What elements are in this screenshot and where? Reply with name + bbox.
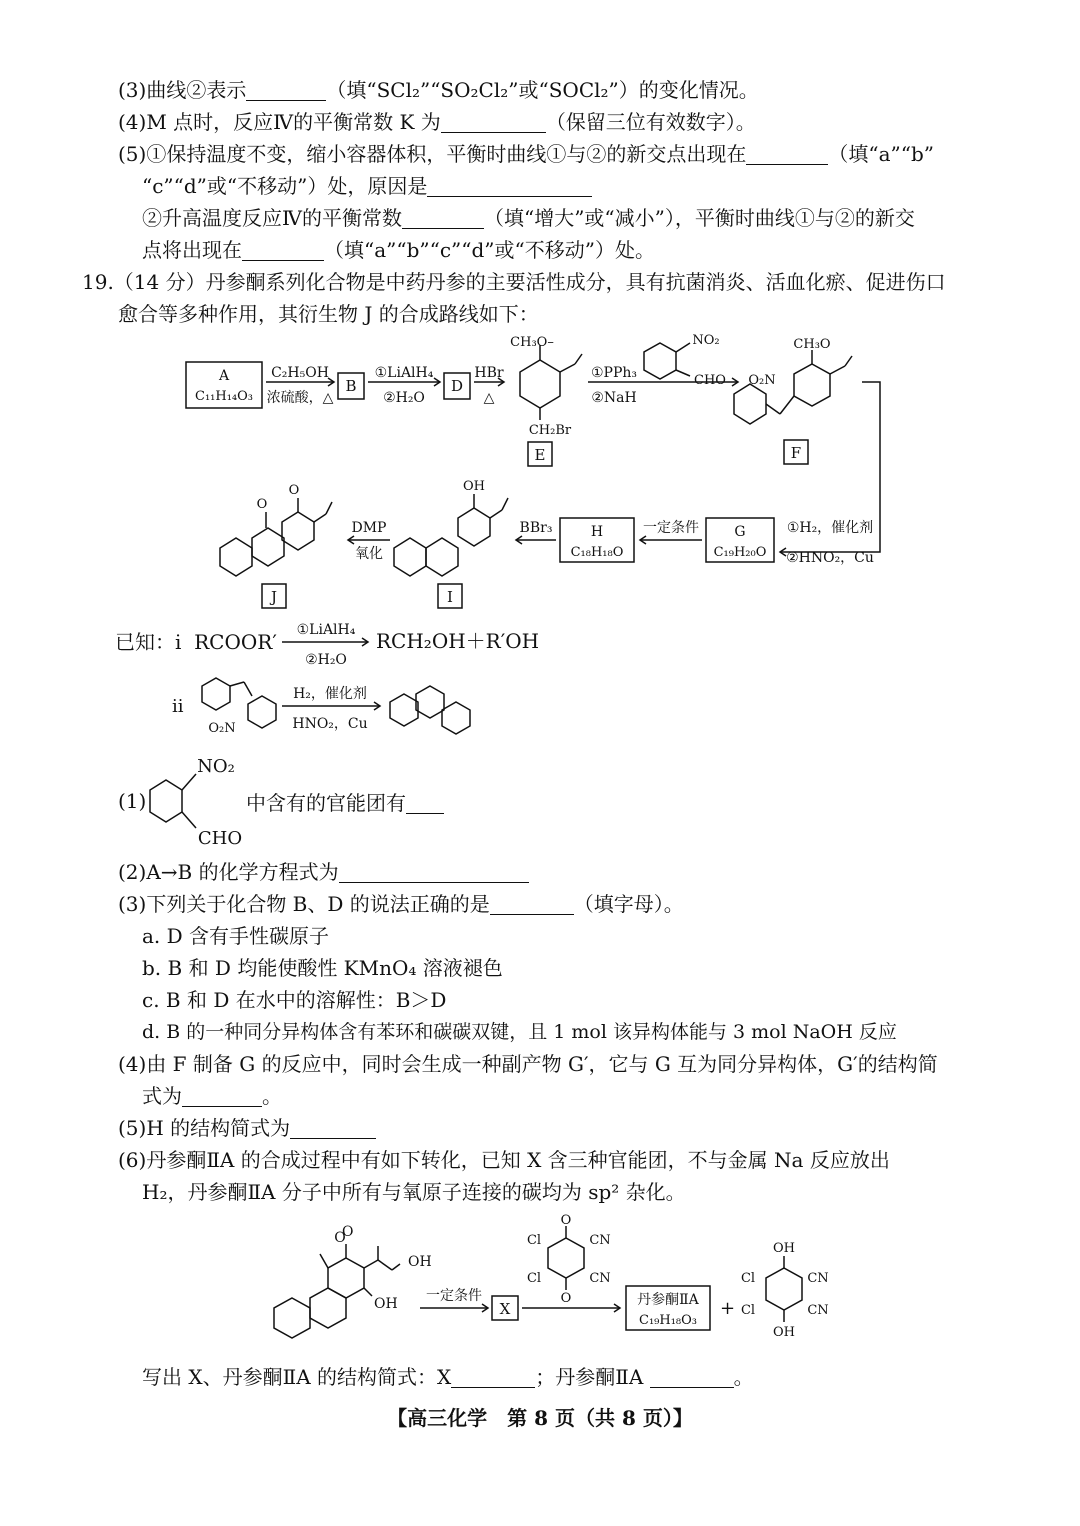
ring-i3 <box>458 508 490 546</box>
compound-j-label: J <box>270 588 278 606</box>
reaction5-step1: ①H₂，催化剂 <box>786 520 874 536</box>
q19-intro-line1: 19.（14 分）丹参酮系列化合物是中药丹参的主要活性成分，具有抗菌消炎、活血化瘀、促进伤口 <box>82 270 946 294</box>
q19-q6-line1: (6)丹参酮ⅡA 的合成过程中有如下转化，已知 X 含三种官能团，不与金属 Na 反应放出 <box>118 1148 890 1172</box>
known-i-reagent: ①LiAlH₄ <box>296 622 356 638</box>
ring-j2 <box>252 528 284 566</box>
q19-q1-text: 中含有的官能团有 <box>246 791 444 815</box>
compound-b-label: B <box>345 377 357 395</box>
ddq-cn-1: CN <box>589 1233 611 1248</box>
reaction3-reagent: HBr <box>474 365 504 381</box>
reaction6-condition: 一定条件 <box>643 520 699 536</box>
compound-x-label: X <box>499 1300 511 1318</box>
answer-blank[interactable] <box>490 894 574 915</box>
q19-q3-option-b[interactable]: b. B 和 D 均能使酸性 KMnO₄ 溶液褪色 <box>142 956 503 980</box>
ring-j1 <box>220 538 252 576</box>
ddq-oxygen-top: O <box>560 1213 572 1228</box>
q18-part5b: “c”“d”或“不移动”）处，原因是 <box>142 174 592 198</box>
ring-i2 <box>426 538 458 576</box>
q19-q2: (2)A→B 的化学方程式为 <box>118 860 529 884</box>
known-reaction-i: 已知：ⅰ RCOOR′ <box>115 630 277 654</box>
ddq-cl-2: Cl <box>526 1271 542 1286</box>
q19-intro-line2: 愈合等多种作用，其衍生物 J 的合成路线如下： <box>118 302 539 326</box>
reaction8-type: 氧化 <box>355 546 383 562</box>
compound-f-label: F <box>790 444 802 462</box>
q1-aldehyde: CHO <box>197 828 243 849</box>
reagent-aldehyde: CHO <box>694 373 726 388</box>
ring-sm-1 <box>274 1298 310 1338</box>
compound-j-carbonyl-2: O <box>288 483 300 498</box>
q1-number: (1) <box>118 789 147 813</box>
ddq-oxygen-bottom: O <box>560 1291 572 1306</box>
known-reactions-figure <box>0 610 1080 750</box>
reaction4-reagent: ①PPh₃ <box>590 365 638 381</box>
q19-q3-option-a[interactable]: a. D 含有手性碳原子 <box>142 924 330 948</box>
dh-oh-top: OH <box>773 1241 795 1256</box>
ring-j3 <box>282 512 314 550</box>
known-ii-step2: HNO₂，Cu <box>292 716 368 732</box>
compound-e-label: E <box>534 446 546 464</box>
known-i-workup: ②H₂O <box>305 652 347 668</box>
known-ii-nitro: O₂N <box>208 721 236 736</box>
reagent-nitro: NO₂ <box>692 333 720 348</box>
q19-q3-option-d[interactable]: d. B 的一种同分异构体含有苯环和碳碳双键，且 1 mol 该异构体能与 3 mol NaOH 反应 <box>142 1021 897 1043</box>
known-i-product: RCH₂OH＋R′OH <box>376 629 540 653</box>
ring-ii-4 <box>416 686 444 718</box>
compound-g-label: G <box>734 524 746 540</box>
page-footer: 【高三化学 第 8 页（共 8 页）】 <box>387 1406 693 1430</box>
ddq-cn-2: CN <box>589 1271 611 1286</box>
compound-a-label: A <box>218 368 230 384</box>
compound-d-label: D <box>450 377 464 395</box>
compound-e-ch2br: CH₂Br <box>528 423 572 438</box>
q1-structure <box>0 750 1080 850</box>
q18-part5d: 点将出现在 （填“a”“b”“c”“d”或“不移动”）处。 <box>142 238 655 262</box>
known-ii-label: ⅱ <box>172 696 184 717</box>
ring-dh <box>766 1268 802 1310</box>
q19-q4-line2: 式为 。 <box>142 1084 282 1108</box>
product-name: 丹参酮ⅡA <box>637 1292 699 1308</box>
q19-q3-option-c[interactable]: c. B 和 D 在水中的溶解性：B＞D <box>142 988 447 1012</box>
ring-ii-2 <box>248 696 276 728</box>
q18-part5a: (5)①保持温度不变，缩小容器体积，平衡时曲线①与②的新交点出现在 （填“a”“b” <box>118 142 934 166</box>
compound-e-methoxy: CH₃O– <box>510 335 554 350</box>
ring-q1 <box>150 780 182 822</box>
ring-sm-2 <box>310 1288 346 1328</box>
benzene-ring-f1 <box>794 364 830 406</box>
q19-q4-line1: (4)由 F 制备 G 的反应中，同时会生成一种副产物 G′，它与 G 互为同分异构体，G′的结构简 <box>118 1052 938 1076</box>
answer-blank[interactable] <box>406 793 444 814</box>
ring-ddq <box>548 1238 584 1278</box>
reaction1-condition: 浓硫酸，△ <box>266 390 334 406</box>
answer-blank[interactable] <box>182 1086 262 1107</box>
reaction3-condition: △ <box>483 390 495 406</box>
q19-q6-line2: H₂，丹参酮ⅡA 分子中所有与氧原子连接的碳均为 sp² 杂化。 <box>142 1180 686 1204</box>
sm-ketone-2: O <box>342 1224 354 1240</box>
answer-blank-product[interactable] <box>650 1367 734 1388</box>
q19-q6-answer-line: 写出 X、丹参酮ⅡA 的结构简式：X ；丹参酮ⅡA 。 <box>142 1365 754 1389</box>
compound-f-nitro: O₂N <box>748 373 776 388</box>
benzene-ring-f2 <box>734 384 766 424</box>
product-formula: C₁₉H₁₈O₃ <box>639 1313 697 1328</box>
sm-phenol-oh: OH <box>374 1296 398 1312</box>
reaction4-base: ②NaH <box>591 390 637 406</box>
compound-f-methoxy: CH₃O <box>793 337 831 352</box>
q1-nitro: NO₂ <box>197 756 235 777</box>
q18-part5c: ②升高温度反应Ⅳ的平衡常数 （填“增大”或“减小”），平衡时曲线①与②的新交 <box>142 206 915 230</box>
dh-cn-1: CN <box>807 1271 829 1286</box>
compound-j-carbonyl-1: O <box>256 497 268 512</box>
known-ii-step1: H₂，催化剂 <box>293 686 367 702</box>
s2-arrow-condition: 一定条件 <box>426 1288 482 1304</box>
reaction2-reagent: ①LiAlH₄ <box>374 365 434 381</box>
ddq-cl-1: Cl <box>526 1233 542 1248</box>
tanshinone-scheme <box>0 1210 1080 1370</box>
q19-q3: (3)下列关于化合物 B、D 的说法正确的是 （填字母）。 <box>118 892 684 916</box>
dh-cl-2: Cl <box>740 1303 756 1318</box>
compound-g-formula: C₁₉H₂₀O <box>713 545 767 560</box>
ring-sm-3 <box>328 1258 364 1298</box>
compound-a-formula: C₁₁H₁₄O₃ <box>195 389 253 404</box>
reaction1-reagent: C₂H₅OH <box>271 365 329 381</box>
ring-ii-5 <box>442 702 470 734</box>
benzene-ring-reagent <box>644 343 676 379</box>
compound-i-hydroxyl: OH <box>463 479 485 494</box>
compound-h-formula: C₁₈H₁₈O <box>570 545 624 560</box>
synthesis-scheme <box>0 0 1080 620</box>
sm-primary-oh: OH <box>408 1254 432 1270</box>
ring-i1 <box>394 538 426 576</box>
ring-ii-3 <box>390 694 418 726</box>
answer-blank[interactable] <box>339 862 529 883</box>
plus-sign: + <box>720 1298 736 1319</box>
reaction7-reagent: BBr₃ <box>519 520 553 536</box>
compound-i-label: I <box>447 588 453 606</box>
q18-part3: (3)曲线②表示 （填“SCl₂”“SO₂Cl₂”或“SOCl₂”）的变化情况。 <box>118 78 759 102</box>
dh-oh-bottom: OH <box>773 1325 795 1340</box>
compound-h-label: H <box>590 524 604 540</box>
reaction8-reagent: DMP <box>351 520 387 536</box>
reaction2-workup: ②H₂O <box>383 390 425 406</box>
ring-ii-1 <box>202 678 230 710</box>
answer-blank-x[interactable] <box>451 1367 535 1388</box>
answer-blank[interactable] <box>290 1118 376 1139</box>
sm-ketone-1: O <box>334 1230 346 1246</box>
q19-q5: (5)H 的结构简式为 <box>118 1116 376 1140</box>
reaction5-step2: ②HNO₂，Cu <box>786 550 874 566</box>
q18-part4: (4)M 点时，反应Ⅳ的平衡常数 K 为 （保留三位有效数字）。 <box>118 110 756 134</box>
dh-cn-2: CN <box>807 1303 829 1318</box>
dh-cl-1: Cl <box>740 1271 756 1286</box>
benzene-ring-e <box>520 360 560 408</box>
